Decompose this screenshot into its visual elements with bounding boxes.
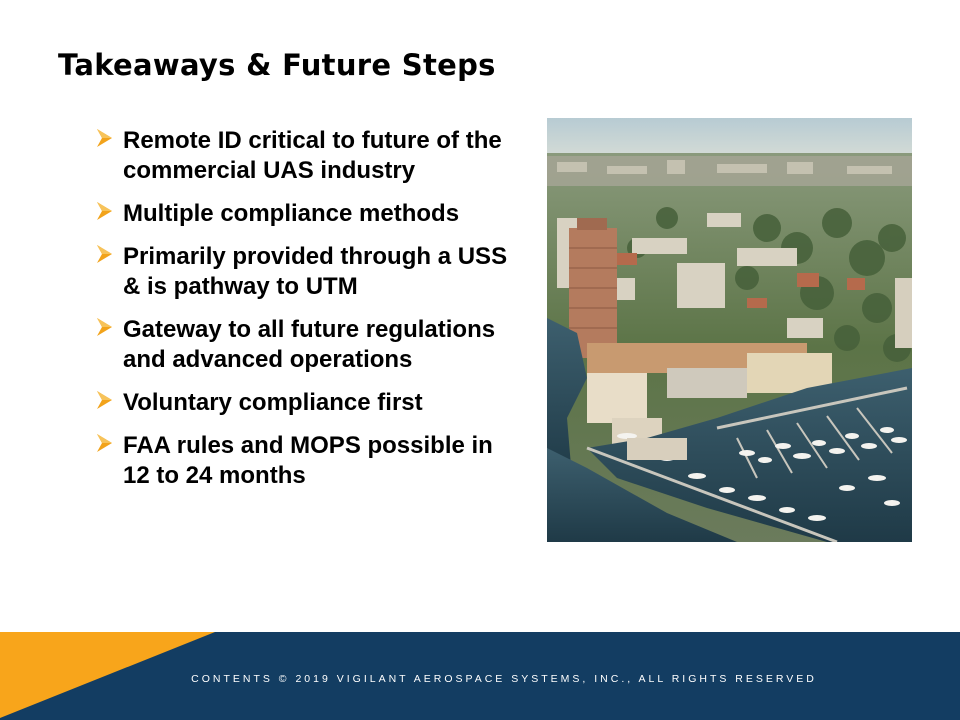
bullet-text: FAA rules and MOPS possible in 12 to 24 months	[123, 432, 493, 489]
chevron-right-arrow-icon	[95, 244, 113, 264]
bullet-item	[95, 126, 515, 186]
aerial-waterfront-city-marina-photo	[547, 118, 912, 542]
bullet-text: Primarily provided through a USS & is pathway to UTM	[123, 243, 508, 300]
bullet-text: Remote ID critical to future of the commercial UAS industry	[123, 127, 502, 184]
chevron-right-arrow-icon	[95, 317, 113, 337]
bullet-text: Gateway to all future regulations and advanced operations	[123, 316, 496, 373]
aerial-city-photo	[547, 118, 912, 542]
bullet-text: Multiple compliance methods	[123, 200, 460, 227]
bullet-item	[95, 431, 515, 491]
chevron-right-arrow-icon	[95, 433, 113, 453]
chevron-right-arrow-icon	[95, 390, 113, 410]
footer-copyright: CONTENTS © 2019 VIGILANT AEROSPACE SYSTEMS, INC., ALL RIGHTS RESERVED	[191, 673, 817, 685]
slide-title: Takeaways & Future Steps	[58, 48, 496, 82]
bullet-list	[95, 126, 515, 504]
chevron-right-arrow-icon	[95, 128, 113, 148]
bullet-text: Voluntary compliance first	[123, 389, 423, 416]
bullet-item	[95, 388, 515, 418]
chevron-right-arrow-icon	[95, 201, 113, 221]
bullet-item	[95, 199, 515, 229]
bullet-item	[95, 315, 515, 375]
footer-bar	[0, 632, 960, 720]
bullet-item	[95, 242, 515, 302]
